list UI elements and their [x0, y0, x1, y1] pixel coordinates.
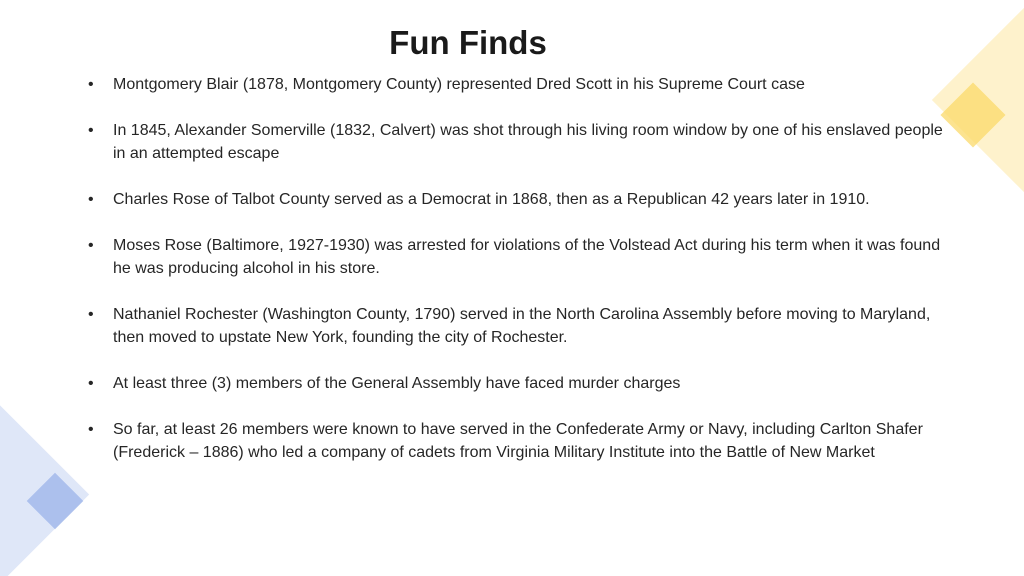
bullet-item	[88, 303, 948, 349]
bullet-icon: •	[88, 122, 94, 139]
bullet-text: Nathaniel Rochester (Washington County, 1790) served in the North Carolina Assembly before moving to Maryland, then moved to upstate New York, founding the city of Rochester.	[113, 306, 931, 346]
bullet-item	[88, 372, 948, 395]
bullet-text: In 1845, Alexander Somerville (1832, Calvert) was shot through his living room window by one of his enslaved people in an attempted escape	[113, 122, 943, 162]
bullet-text: Montgomery Blair (1878, Montgomery County) represented Dred Scott in his Supreme Court case	[113, 76, 805, 93]
bullet-icon: •	[88, 191, 94, 208]
bullet-item	[88, 119, 948, 165]
bullet-icon: •	[88, 237, 94, 254]
bullet-item	[88, 73, 948, 96]
bullet-text: So far, at least 26 members were known to have served in the Confederate Army or Navy, including Carlton Shafer (Frederick – 1886) who led a company of cadets from Virginia Military Institute into the Battle of New Market	[113, 421, 923, 461]
bullet-icon: •	[88, 76, 94, 93]
decorative-diamond-blue-large	[0, 378, 89, 576]
bullet-icon: •	[88, 306, 94, 323]
bullet-text: Moses Rose (Baltimore, 1927-1930) was arrested for violations of the Volstead Act during his term when it was found he was producing alcohol in his store.	[113, 237, 941, 277]
bullet-list	[88, 73, 948, 487]
bullet-item	[88, 234, 948, 280]
bullet-icon: •	[88, 375, 94, 392]
bullet-icon: •	[88, 421, 94, 438]
bullet-item	[88, 188, 948, 211]
slide-title: Fun Finds	[389, 24, 547, 61]
bullet-item	[88, 418, 948, 464]
bullet-text: Charles Rose of Talbot County served as a Democrat in 1868, then as a Republican 42 years later in 1910.	[113, 191, 870, 208]
bullet-text: At least three (3) members of the General Assembly have faced murder charges	[113, 375, 681, 392]
